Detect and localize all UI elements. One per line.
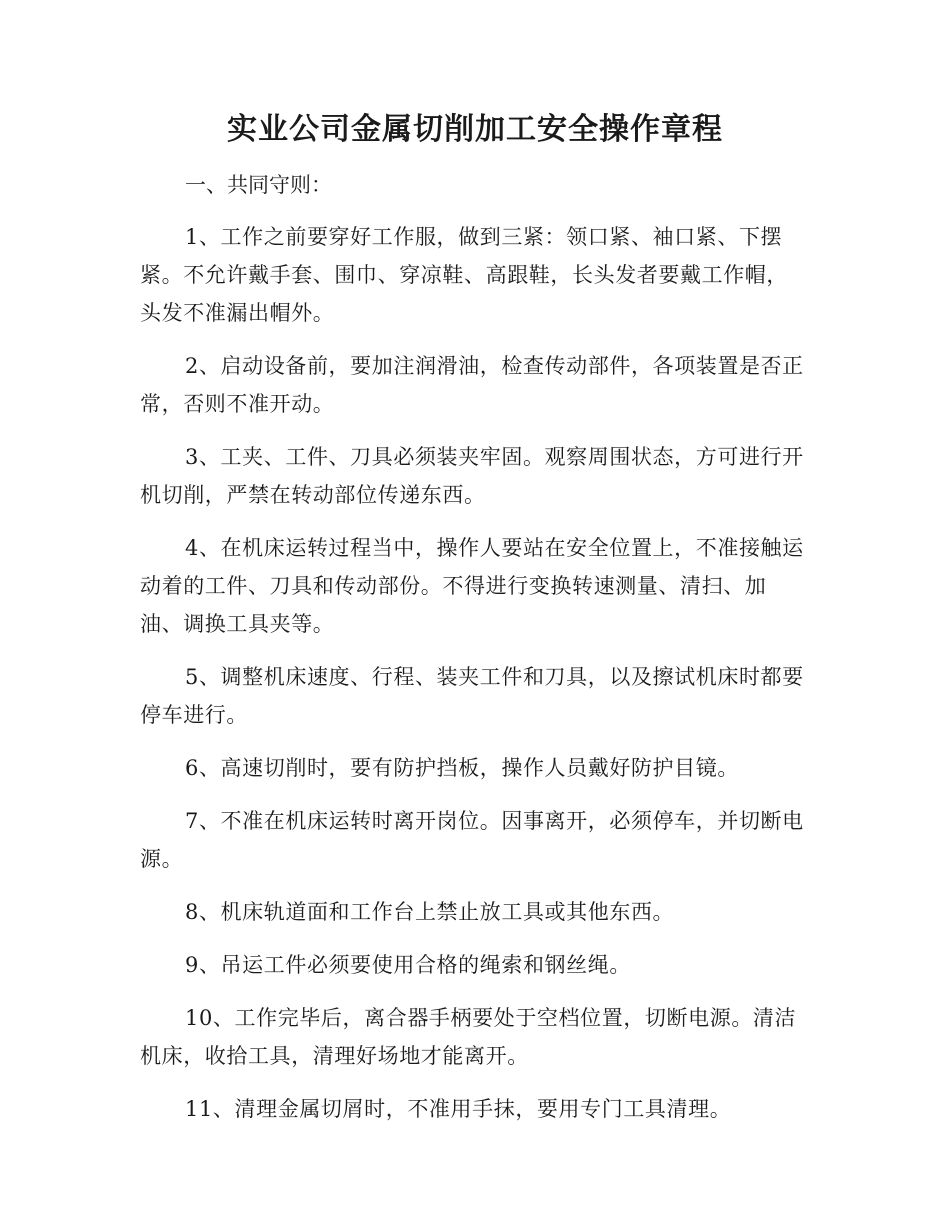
clause-1 [140, 218, 812, 332]
clause-line: 11、清理金属切屑时，不准用手抹，要用专门工具清理。 [185, 1097, 732, 1121]
section-heading: 一、共同守则： [185, 173, 332, 197]
clause-3 [140, 438, 812, 514]
clause-line: 源。 [140, 847, 184, 871]
clause-line: 1、工作之前要穿好工作服，做到三紧：领口紧、袖口紧、下摆 [185, 225, 783, 249]
clause-5 [140, 658, 812, 734]
clause-line: 油、调换工具夹等。 [140, 612, 335, 636]
clause-line: 7、不准在机床运转时离开岗位。因事离开，必须停车，并切断电 [185, 809, 804, 833]
clause-line: 停车进行。 [140, 703, 248, 727]
clause-line: 10、工作完毕后，离合器手柄要处于空档位置，切断电源。清洁 [185, 1006, 797, 1030]
clause-line: 常，否则不准开动。 [140, 392, 335, 416]
clause-line: 8、机床轨道面和工作台上禁止放工具或其他东西。 [185, 900, 675, 924]
clause-2 [140, 347, 812, 423]
clause-line: 紧。不允许戴手套、围巾、穿凉鞋、高跟鞋，长头发者要戴工作帽， [140, 263, 788, 287]
clause-line: 头发不准漏出帽外。 [140, 301, 335, 325]
clause-line: 5、调整机床速度、行程、装夹工件和刀具，以及擦试机床时都要 [185, 665, 804, 689]
clause-6 [140, 749, 812, 787]
clause-line: 4、在机床运转过程当中，操作人要站在安全位置上，不准接触运 [185, 536, 804, 560]
clause-7 [140, 802, 812, 878]
clause-11 [140, 1090, 812, 1128]
clause-8 [140, 893, 812, 931]
clause-list [140, 218, 812, 1143]
document-title: 实业公司金属切削加工安全操作章程 [227, 112, 723, 147]
clause-10 [140, 999, 812, 1075]
clause-line: 9、吊运工件必须要使用合格的绳索和钢丝绳。 [185, 953, 631, 977]
clause-line: 机床，收拾工具，清理好场地才能离开。 [140, 1044, 529, 1068]
clause-9 [140, 946, 812, 984]
clause-4 [140, 529, 812, 643]
clause-line: 2、启动设备前，要加注润滑油，检查传动部件，各项装置是否正 [185, 354, 804, 378]
clause-line: 动着的工件、刀具和传动部份。不得进行变换转速测量、清扫、加 [140, 574, 767, 598]
clause-line: 机切削，严禁在转动部位传递东西。 [140, 483, 486, 507]
clause-line: 3、工夹、工件、刀具必须装夹牢固。观察周围状态，方可进行开 [185, 445, 804, 469]
clause-line: 6、高速切削时，要有防护挡板，操作人员戴好防护目镜。 [185, 756, 739, 780]
